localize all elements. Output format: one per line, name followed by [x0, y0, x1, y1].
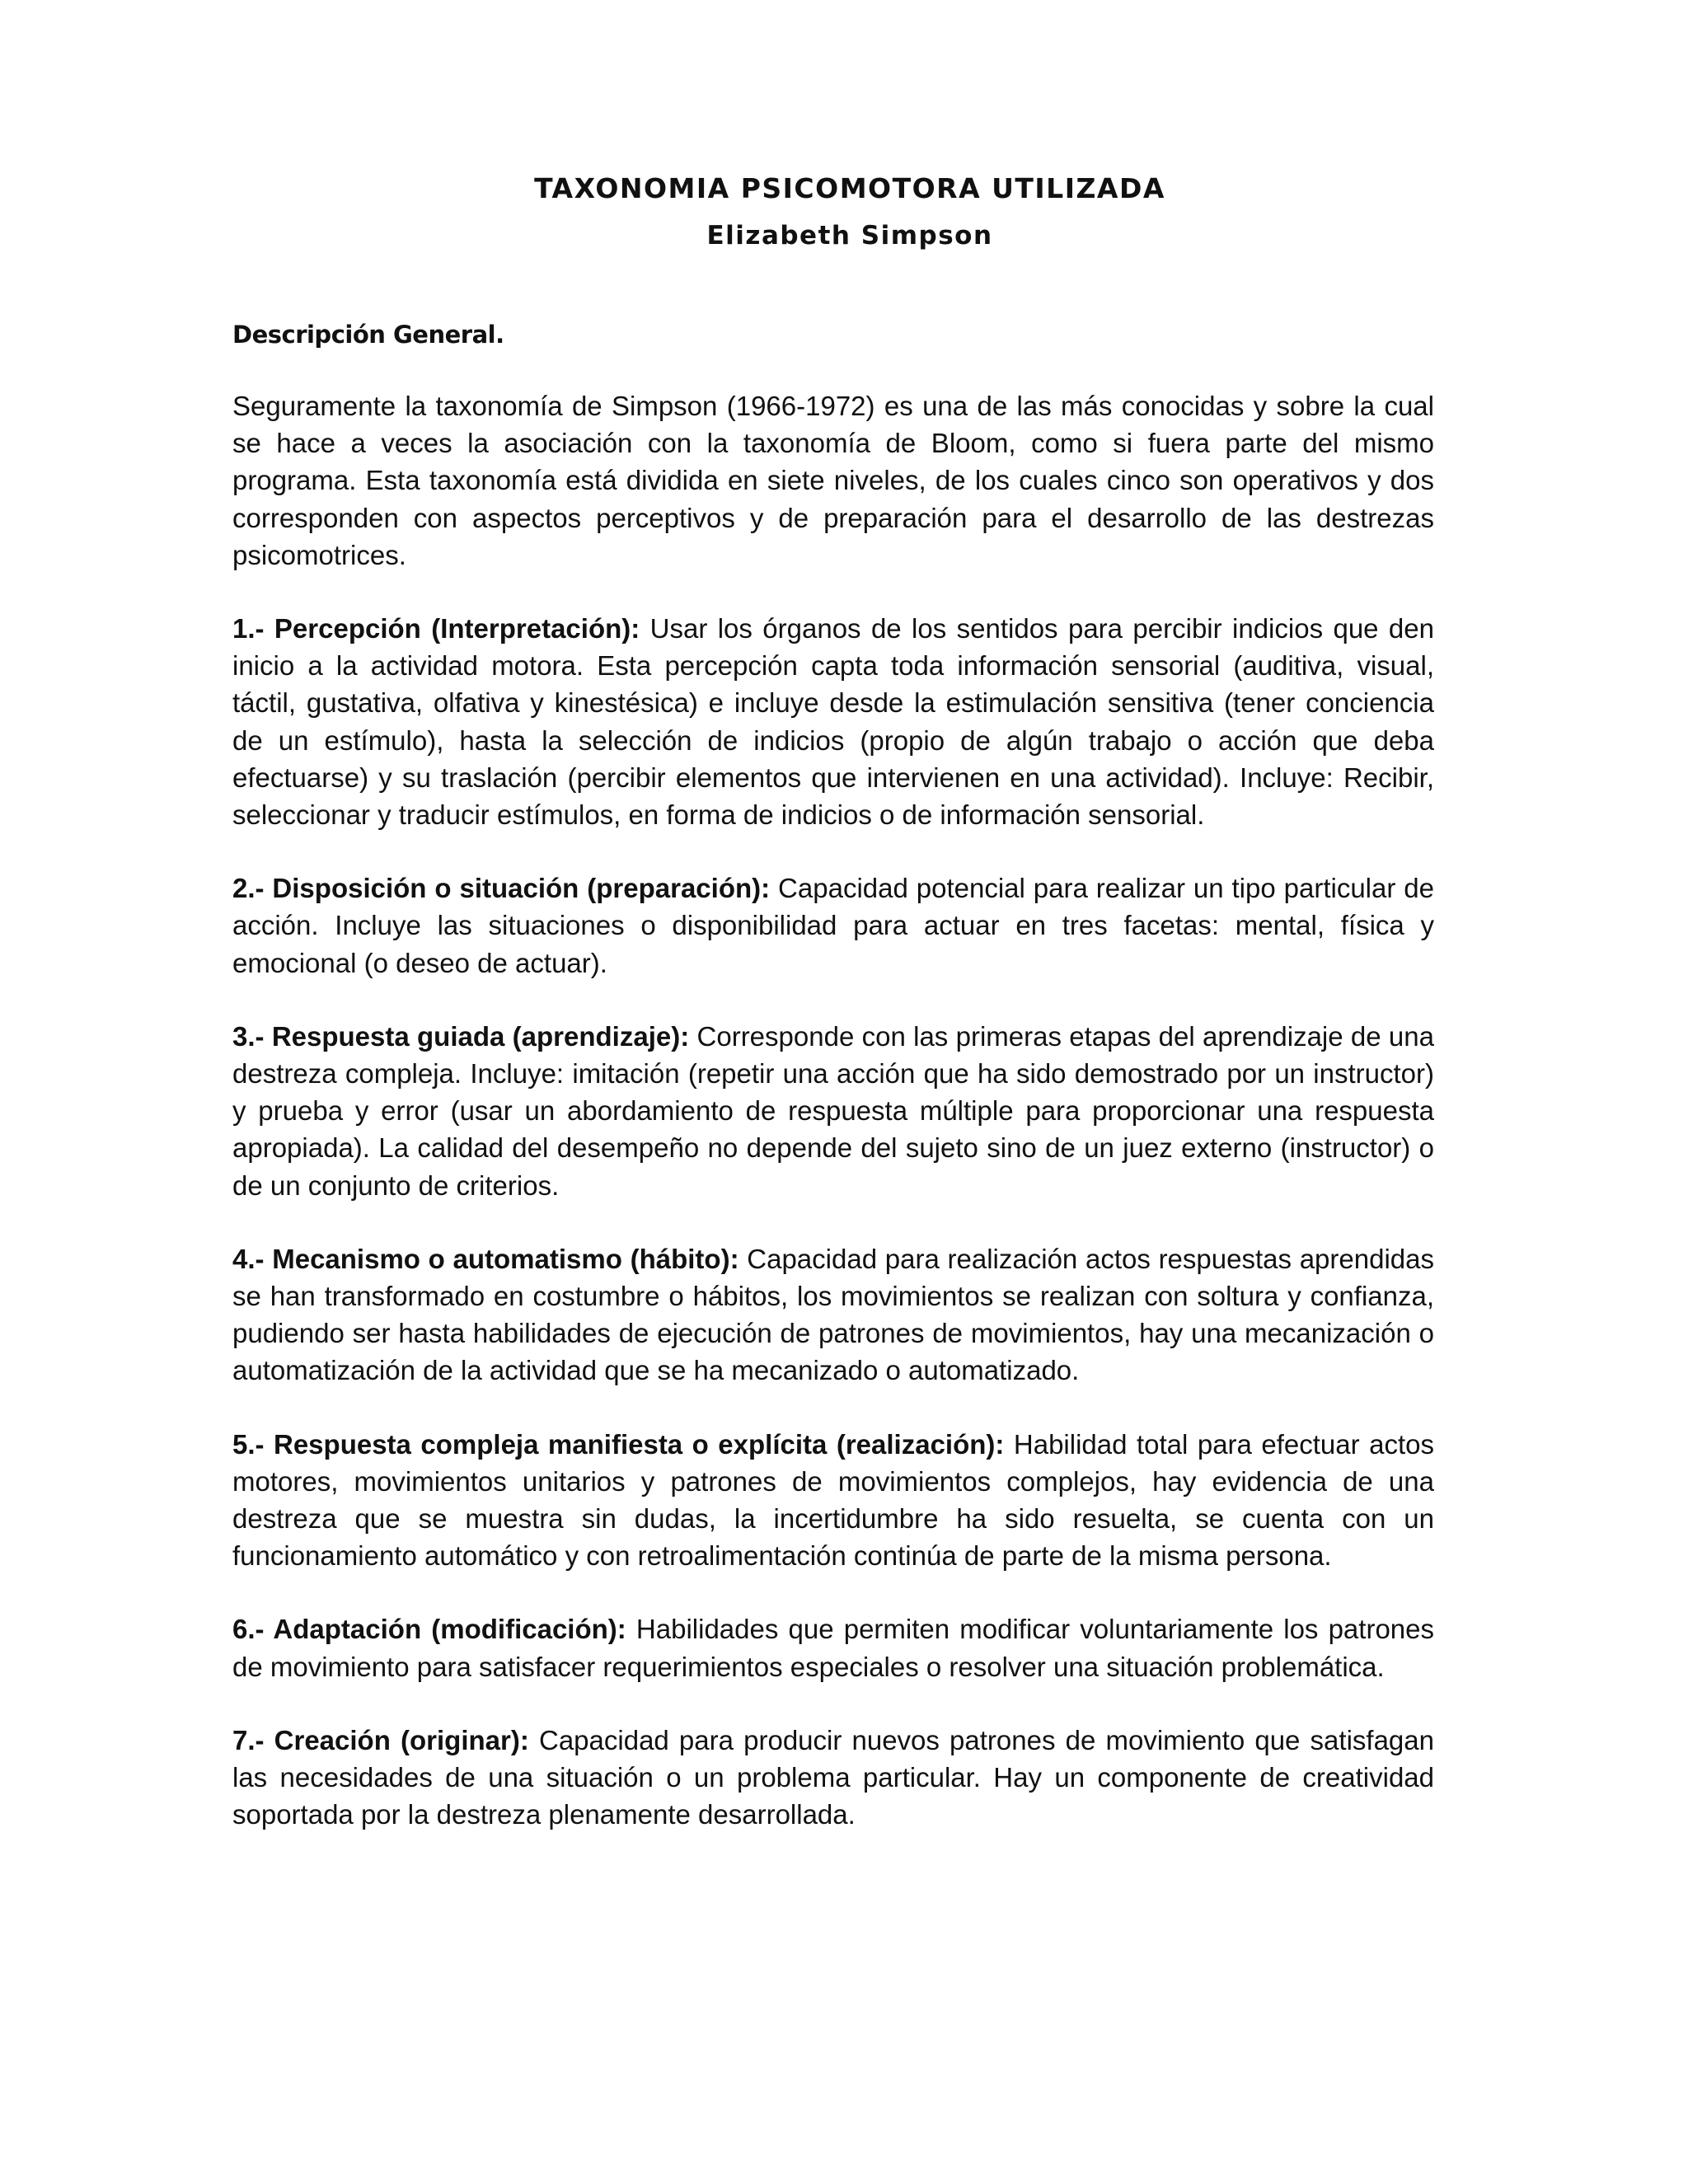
document-title: TAXONOMIA PSICOMOTORA UTILIZADA — [534, 172, 1165, 204]
level-text-7: Capacidad para producir nuevos patrones de movimiento que satisfagan las necesidades de una situación o un problema particular. Hay un componente de creatividad soportada por la destreza plenamente desarrollada. — [232, 1724, 1434, 1830]
level-label-7: 7.- Creación (originar): — [232, 1724, 529, 1755]
level-paragraph-3 — [232, 1018, 1434, 1204]
level-text-6: Habilidades que permiten modificar voluntariamente los patrones de movimiento para satisfacer requerimientos especiales o resolver una situación problemática. — [232, 1614, 1434, 1682]
level-label-4: 4.- Mecanismo o automatismo (hábito): — [232, 1243, 739, 1274]
level-paragraph-5 — [232, 1426, 1434, 1575]
level-label-3: 3.- Respuesta guiada (aprendizaje): — [232, 1020, 690, 1052]
level-label-1: 1.- Percepción (Interpretación): — [232, 613, 640, 644]
level-label-2: 2.- Disposición o situación (preparación): — [232, 873, 771, 904]
document-author: Elizabeth Simpson — [706, 221, 993, 251]
level-label-6: 6.- Adaptación (modificación): — [232, 1614, 626, 1645]
level-paragraph-4 — [232, 1240, 1434, 1390]
level-paragraph-1 — [232, 610, 1434, 833]
level-text-4: Capacidad para realización actos respuestas aprendidas se han transformado en costumbre o hábitos, los movimientos se realizan con soltura y confianza, pudiendo ser hasta habilidades de ejecución de patrones de movimientos, hay una mecanización o automatización de la actividad que se ha mecanizado o automatizado. — [232, 1243, 1434, 1386]
level-text-2: Capacidad potencial para realizar un tipo particular de acción. Incluye las situaciones o disponibilidad para actuar en tres facetas: mental, física y emocional (o deseo de actuar). — [232, 873, 1434, 978]
level-text-3: Corresponde con las primeras etapas del aprendizaje de una destreza compleja. Incluye: imitación (repetir una acción que ha sido demostrado por un instructor) y prueba y error (usar un abordamiento de respuesta múltiple para proporcionar una respuesta apropiada). La calidad del desempeño no depende del sujeto sino de un juez externo (instructor) o de un conjunto de criterios. — [232, 1020, 1434, 1201]
level-paragraph-2 — [232, 869, 1434, 982]
section-heading: Descripción General. — [232, 321, 504, 349]
document-page — [232, 165, 1434, 1834]
level-text-5: Habilidad total para efectuar actos motores, movimientos unitarios y patrones de movimientos complejos, hay evidencia de una destreza que se muestra sin dudas, la incertidumbre ha sido resuelta, se cuenta con un funcionamiento automático y con retroalimentación continúa de parte de la misma persona. — [232, 1428, 1434, 1572]
level-paragraph-6 — [232, 1610, 1434, 1685]
level-text-1: Usar los órganos de los sentidos para percibir indicios que den inicio a la actividad motora. Esta percepción capta toda información sensorial (auditiva, visual, táctil, gustativa, olfativa y kinestésica) e incluye desde la estimulación sensitiva (tener conciencia de un estímulo), hasta la selección de indicios (propio de algún trabajo o acción que deba efectuarse) y su traslación (percibir elementos que intervienen en una actividad). Incluye: Recibir, seleccionar y traducir estímulos, en forma de indicios o de información sensorial. — [232, 613, 1434, 831]
level-label-5: 5.- Respuesta compleja manifiesta o explícita (realización): — [232, 1428, 1005, 1460]
intro-paragraph: Seguramente la taxonomía de Simpson (1966-1972) es una de las más conocidas y sobre la cual se hace a veces la asociación con la taxonomía de Bloom, como si fuera parte del mismo programa. Esta taxonomía está dividida en siete niveles, de los cuales cinco son operativos y dos corresponden con aspectos perceptivos y de preparación para el desarrollo de las destrezas psicomotrices. — [232, 391, 1434, 570]
level-paragraph-7 — [232, 1722, 1434, 1834]
